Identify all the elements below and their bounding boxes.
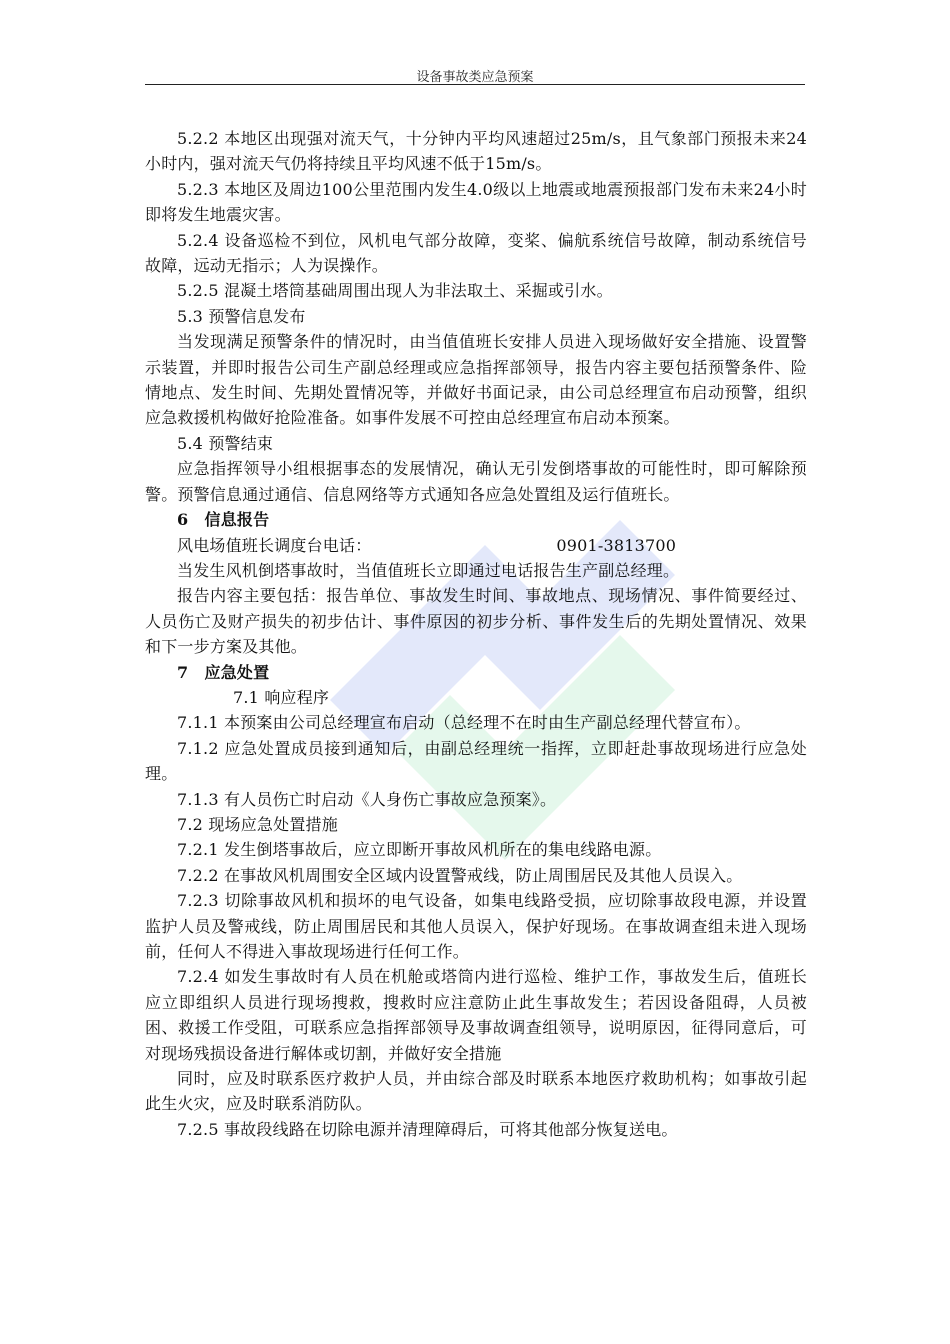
paragraph-7-2-4: 7.2.4 如发生事故时有人员在机舱或塔筒内进行巡检、维护工作，事故发生后，值班长应立即组织人员进行现场搜救，搜救时应注意防止此生事故发生；若因设备阻碍，人员被困、救援工作受阻，可联系应急指挥部领导及事故调查组领导，说明原因，征得同意后，可对现场残损设备进行解体或切割，并做好安全措施: [145, 967, 807, 1063]
paragraph-7-2-4-continued: 同时，应及时联系医疗救护人员，并由综合部及时联系本地医疗救助机构；如事故引起此生火灾，应及时联系消防队。: [145, 1069, 807, 1114]
page-header: 设备事故类应急预案: [416, 70, 534, 85]
dispatch-phone-number: 0901-3813700: [556, 535, 677, 555]
paragraph-7-1-2: 7.1.2 应急处置成员接到通知后，由副总经理统一指挥，立即赶赴事故现场进行应急处理。: [145, 738, 807, 784]
paragraph-7-2-3: 7.2.3 切除事故风机和损坏的电气设备，如集电线路受损，应切除事故段电源，并设置监护人员及警戒线，防止周围居民和其他人员误入，保护好现场。在事故调查组未进入现场前，任何人不得进入事故现场进行任何工作。: [145, 891, 807, 961]
paragraph-7-1-3: 7.1.3 有人员伤亡时启动《人身伤亡事故应急预案》。: [177, 789, 557, 809]
paragraph-6-b: 报告内容主要包括：报告单位、事故发生时间、事故地点、现场情况、事件简要经过、人员伤亡及财产损失的初步估计、事件原因的初步分析、事件发生后的先期处置情况、效果和下一步方案及其他。: [145, 586, 807, 657]
heading-7-2: 7.2 现场应急处置措施: [177, 814, 338, 834]
paragraph-7-2-1: 7.2.1 发生倒塔事故后，应立即断开事故风机所在的集电线路电源。: [177, 840, 662, 860]
paragraph-7-1-1: 7.1.1 本预案由公司总经理宣布启动（总经理不在时由生产副总经理代替宣布）。: [177, 713, 751, 733]
heading-7: 7 应急处置: [177, 662, 270, 682]
header-rule: [145, 84, 805, 85]
paragraph-6-a: 当发生风机倒塔事故时，当值值班长立即通过电话报告生产副总经理。: [177, 560, 680, 580]
paragraph-5-4: 应急指挥领导小组根据事态的发展情况，确认无引发倒塔事故的可能性时，即可解除预警。预警信息通过通信、信息网络等方式通知各应急处置组及运行值班长。: [145, 459, 807, 504]
paragraph-5-2-3: 5.2.3 本地区及周边100公里范围内发生4.0级以上地震或地震预报部门发布未来24小时即将发生地震灾害。: [145, 179, 807, 225]
paragraph-5-2-2: 5.2.2 本地区出现强对流天气，十分钟内平均风速超过25m/s，且气象部门预报未来24小时内，强对流天气仍将持续且平均风速不低于15m/s。: [145, 129, 807, 174]
paragraph-5-3: 当发现满足预警条件的情况时，由当值值班长安排人员进入现场做好安全措施、设置警示装置，并即时报告公司生产副总经理或应急指挥部领导，报告内容主要包括预警条件、险情地点、发生时间、先期处置情况等，并做好书面记录，由公司总经理宣布启动预警，组织应急救援机构做好抢险准备。如事件发展不可控由总经理宣布启动本预案。: [145, 332, 807, 428]
heading-6: 6 信息报告: [177, 510, 270, 530]
heading-7-1: 7.1 响应程序: [233, 687, 330, 707]
dispatch-phone-row: [145, 533, 807, 558]
paragraph-7-2-5: 7.2.5 事故段线路在切除电源并清理障碍后，可将其他部分恢复送电。: [177, 1119, 678, 1139]
heading-5-4: 5.4 预警结束: [177, 433, 274, 453]
paragraph-5-2-5: 5.2.5 混凝土塔筒基础周围出现人为非法取土、采掘或引水。: [177, 281, 613, 301]
heading-5-3: 5.3 预警信息发布: [177, 306, 306, 326]
document-body: [145, 126, 807, 1142]
paragraph-7-2-2: 7.2.2 在事故风机周围安全区域内设置警戒线，防止周围居民及其他人员误入。: [177, 865, 743, 885]
dispatch-phone-label: 风电场值班长调度台电话：: [177, 535, 372, 555]
paragraph-5-2-4: 5.2.4 设备巡检不到位，风机电气部分故障，变桨、偏航系统信号故障，制动系统信号故障，远动无指示；人为误操作。: [145, 230, 807, 276]
